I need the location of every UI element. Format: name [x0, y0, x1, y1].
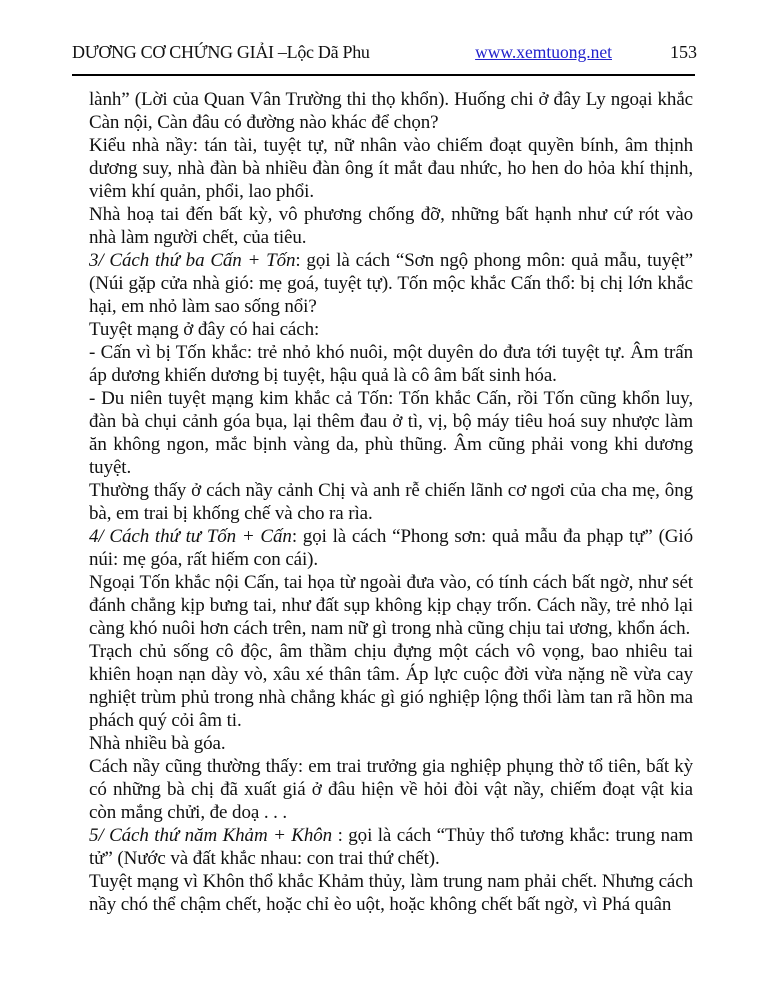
paragraph — [89, 318, 693, 341]
header-divider — [72, 74, 695, 76]
book-title: DƯƠNG CƠ CHỨNG GIẢI –Lộc Dã Phu — [72, 42, 370, 62]
paragraph-segment: Trạch chủ sống cô độc, âm thầm chịu đựng một cách vô vọng, bao nhiêu tai khiên hoạn nạn dày vò, xâu xé thân tâm. Áp lực cuộc đời vừa nặng nề vừa cay nghiệt trùm phủ trong nhà chẳng khác gì gió nghiệp lộng thổi làm tan rã hồn ma phách quý cỏi âm ti. — [89, 641, 693, 731]
paragraph — [89, 479, 693, 525]
paragraph-segment: : gọi là cách “Sơn ngộ phong môn: quả mẫu, tuyệt” (Núi gặp cửa nhà gió: mẹ goá, tuyệt tự). Tốn mộc khắc Cấn thổ: bị chị lớn khắc hại, em nhỏ làm sao sống nổi? — [89, 250, 693, 317]
paragraph-segment: Nhà nhiều bà góa. — [89, 733, 226, 754]
paragraph — [89, 341, 693, 387]
paragraph-segment-italic: 3/ Cách thứ ba Cấn + Tốn — [89, 250, 296, 271]
paragraph — [89, 387, 693, 479]
paragraph-segment: : gọi là cách “Thủy thổ tương khắc: trung nam tử” (Nước và đất khắc nhau: con trai thứ chết). — [89, 825, 694, 869]
paragraph — [89, 640, 693, 732]
page-number: 153 — [670, 42, 697, 62]
page-body — [89, 88, 693, 916]
paragraph-segment: Nhà hoạ tai đến bất kỳ, vô phương chống đỡ, những bất hạnh như cứ rót vào nhà làm người chết, của tiêu. — [89, 204, 693, 248]
paragraph — [89, 755, 693, 824]
paragraph — [89, 88, 693, 134]
paragraph — [89, 525, 693, 571]
paragraph-segment: - Du niên tuyệt mạng kim khắc cả Tốn: Tốn khắc Cấn, rồi Tốn cũng khổn luy, đàn bà chụi cảnh góa bụa, lại thêm đau ở tì, vị, bộ máy tiêu hoá suy nhược làm ăn không ngon, mắc bịnh vàng da, phù thũng. Âm cũng phải vong khi dương tuyệt. — [89, 388, 693, 478]
paragraph-segment: Tuyệt mạng ở đây có hai cách: — [89, 319, 320, 340]
paragraph — [89, 134, 693, 203]
paragraph-segment-italic: 5/ Cách thứ năm Khảm + Khôn — [89, 825, 333, 846]
paragraph-segment: Tuyệt mạng vì Khôn thổ khắc Khảm thủy, làm trung nam phải chết. Nhưng cách nầy chó thể chậm chết, hoặc chỉ èo uột, hoặc không chết bất ngờ, vì Phá quân — [89, 871, 693, 915]
paragraph — [89, 870, 693, 916]
paragraph-segment-italic: 4/ Cách thứ tư Tốn + Cấn — [89, 526, 292, 547]
paragraph — [89, 824, 693, 870]
paragraph-segment: : gọi là cách “Phong sơn: quả mẫu đa phạp tự” (Gió núi: mẹ góa, rất hiếm con cái). — [89, 526, 693, 570]
paragraph — [89, 203, 693, 249]
paragraph-segment: lành” (Lời của Quan Vân Trường thi thọ khổn). Huống chi ở đây Ly ngoại khắc Càn nội, Càn đâu có đường nào khác để chọn? — [89, 89, 693, 133]
paragraph-segment: Kiểu nhà nầy: tán tài, tuyệt tự, nữ nhân vào chiếm đoạt quyền bính, âm thịnh dương suy, nhà đàn bà nhiều đàn ông ít mắt đau nhức, ho hen do hỏa khí thịnh, viêm khí quản, phổi, lao phổi. — [89, 135, 693, 202]
paragraph-segment: - Cấn vì bị Tốn khắc: trẻ nhỏ khó nuôi, một duyên do đưa tới tuyệt tự. Âm trấn áp dương khiến dương bị tuyệt, hậu quả là cô âm bất sinh hóa. — [89, 342, 693, 386]
website-link[interactable]: www.xemtuong.net — [475, 42, 612, 62]
paragraph — [89, 249, 693, 318]
paragraph — [89, 732, 693, 755]
paragraph-segment: Ngoại Tốn khắc nội Cấn, tai họa từ ngoài đưa vào, có tính cách bất ngờ, như sét đánh chẳng kịp bưng tai, như đất sụp không kịp chạy trốn. Cách nầy, trẻ nhỏ lại càng khó nuôi hơn cách trên, nam nữ gì trong nhà cũng chịu tai ương, khổn ách. — [89, 572, 693, 639]
paragraph-segment: Cách nầy cũng thường thấy: em trai trưởng gia nghiệp phụng thờ tổ tiên, bất kỳ có những bà chị đã xuất giá ở đâu hiện về hỏi đòi vật nầy, chiếm đoạt vật kia còn mắng chửi, đe doạ . . . — [89, 756, 693, 823]
paragraph-segment: Thường thấy ở cách nầy cảnh Chị và anh rễ chiến lãnh cơ ngơi của cha mẹ, ông bà, em trai bị khống chế và cho ra rìa. — [89, 480, 693, 524]
page-header — [72, 42, 697, 63]
paragraph — [89, 571, 693, 640]
